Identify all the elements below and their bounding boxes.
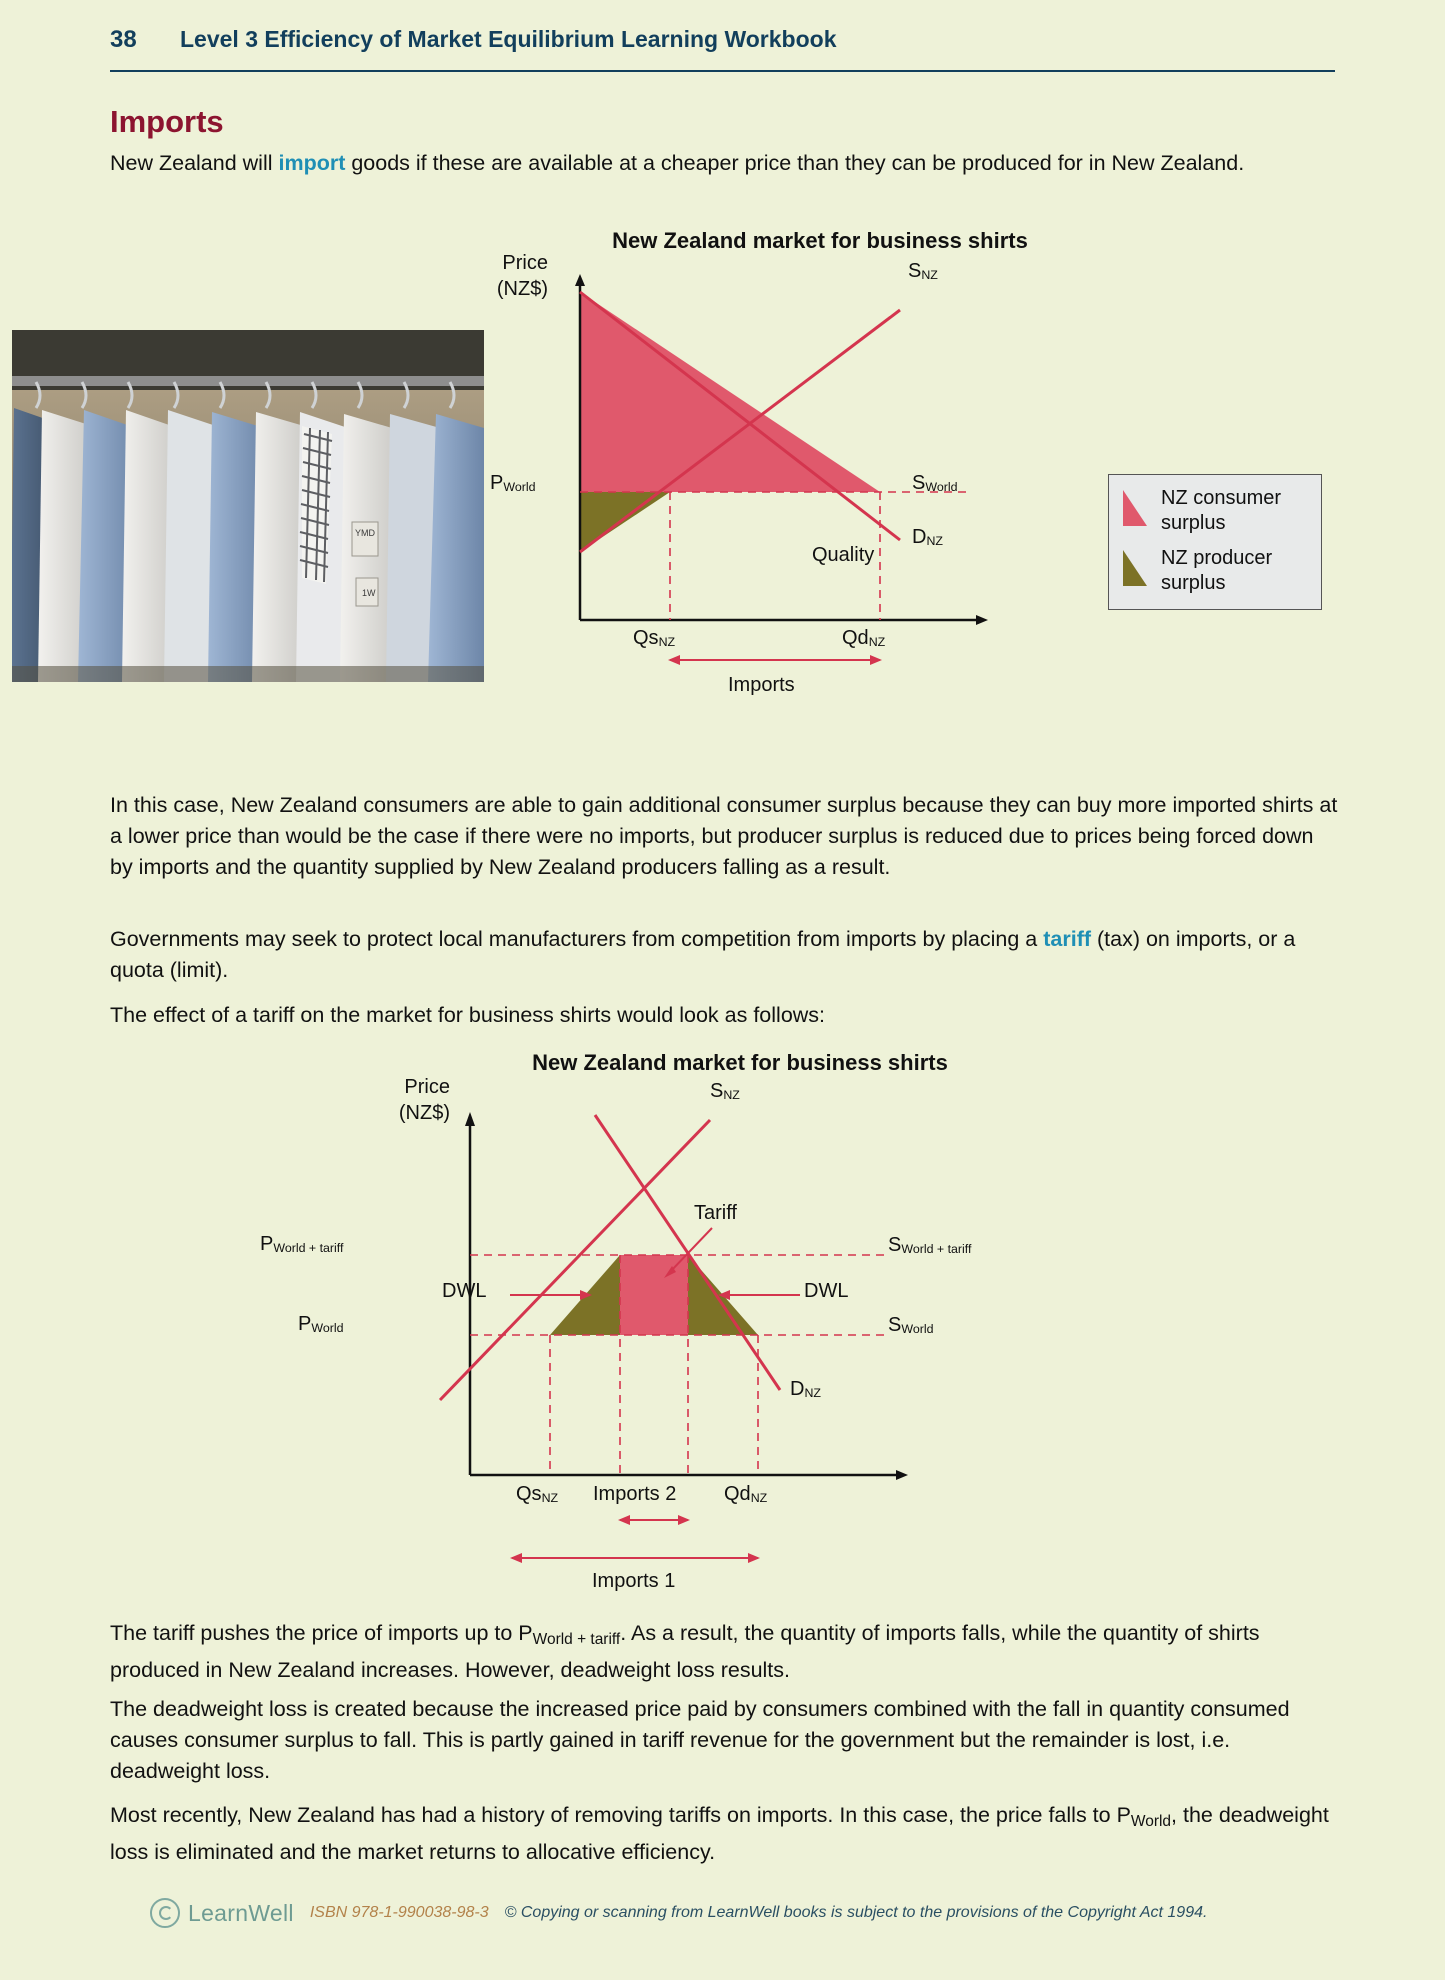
- isbn-text: ISBN 978-1-990038-98-3: [309, 1904, 489, 1921]
- intro-pre: New Zealand will: [110, 151, 279, 175]
- chart2-dwl-left-label: DWL: [442, 1280, 487, 1302]
- p6-pre: Most recently, New Zealand has had a history of removing tariffs on imports. In this case, the price falls to P: [110, 1803, 1131, 1827]
- chart2-s-world-label: SWorld: [888, 1314, 934, 1336]
- chart2-imports1-label: Imports 1: [592, 1570, 676, 1592]
- header-title: Level 3 Efficiency of Market Equilibrium Learning Workbook: [180, 26, 837, 52]
- svg-text:1W: 1W: [362, 588, 376, 598]
- header-divider: [110, 70, 1335, 72]
- chart1-p-world-label: PWorld: [490, 472, 536, 494]
- chart2: [260, 1076, 1120, 1620]
- svg-text:YMD: YMD: [355, 528, 375, 538]
- intro-post: goods if these are available at a cheaper price than they can be produced for in New Zealand.: [345, 151, 1245, 175]
- chart2-tariff-label: Tariff: [694, 1202, 737, 1224]
- chart2-imports2-label: Imports 2: [593, 1483, 677, 1505]
- chart1-x-axis-label: Quality: [812, 544, 875, 566]
- learnwell-logo-icon: [150, 1898, 180, 1928]
- chart2-qd-nz-label: QdNZ: [724, 1483, 768, 1505]
- chart1-y-axis-label-line2: (NZ$): [496, 278, 548, 300]
- p4-pre: The tariff pushes the price of imports up to P: [110, 1621, 533, 1645]
- shirts-illustration: [12, 330, 484, 682]
- chart2-qs-nz-label: QsNZ: [516, 1483, 559, 1505]
- chart2-title: New Zealand market for business shirts: [532, 1050, 948, 1075]
- section-heading: Imports: [110, 104, 224, 139]
- chart2-dwl-right-label: DWL: [804, 1280, 849, 1302]
- import-keyword: import: [278, 151, 346, 175]
- chart1-imports-label: Imports: [728, 674, 795, 696]
- paragraph-1: In this case, New Zealand consumers are able to gain additional consumer surplus because they can buy more imported shirts at a lower price than would be the case if there were no imports, but producer surplus is reduced due to prices being forced down by imports and the quantity supplied by New Zealand producers falling as a result.: [110, 793, 1338, 879]
- chart2-graphic: [380, 1100, 1120, 1620]
- chart1-title: New Zealand market for business shirts: [612, 228, 1028, 253]
- chart2-p-world-tariff-label: PWorld + tariff: [260, 1233, 344, 1255]
- chart1-graphic: [500, 270, 1120, 690]
- legend-row-producer-surplus: [1109, 541, 1321, 601]
- business-shirts-photo: [12, 330, 484, 682]
- legend-row-consumer-surplus: [1109, 481, 1321, 541]
- page-header: [110, 26, 1335, 54]
- chart1-s-world-label: SWorld: [912, 472, 958, 494]
- p4-post: . As a result, the quantity of imports falls, while the quantity of shirts produced in New Zealand increases. However, deadweight loss results.: [110, 1621, 1260, 1682]
- paragraph-5: The deadweight loss is created because the increased price paid by consumers combined with the fall in quantity consumed causes consumer surplus to fall. This is partly gained in tariff revenue for the government but the remainder is lost, i.e. deadweight loss.: [110, 1697, 1290, 1783]
- p6-post: , the deadweight loss is eliminated and the market returns to allocative efficiency.: [110, 1803, 1329, 1864]
- chart1: [490, 252, 1120, 696]
- p2-post: (tax) on imports, or a quota (limit).: [110, 927, 1296, 982]
- intro-paragraph: [110, 148, 1335, 179]
- chart2-s-world-tariff-label: SWorld + tariff: [888, 1234, 972, 1256]
- paragraph-4: [110, 1618, 1342, 1686]
- page-footer: [150, 1898, 1207, 1928]
- chart2-d-nz-label: DNZ: [790, 1378, 821, 1400]
- consumer-surplus-swatch: [1121, 488, 1149, 528]
- legend-label-producer-surplus: NZ producer surplus: [1161, 547, 1273, 594]
- chart1-legend: [1108, 474, 1322, 610]
- page-number: 38: [110, 26, 137, 53]
- chart2-y-axis-label-line2: (NZ$): [398, 1102, 450, 1124]
- chart2-tariff-revenue-area: [620, 1255, 688, 1335]
- copyright-text: © Copying or scanning from LearnWell books is subject to the provisions of the Copyright Act 1994.: [504, 1904, 1208, 1921]
- chart1-qs-nz-label: QsNZ: [633, 627, 676, 649]
- chart1-consumer-surplus-area: [580, 292, 880, 492]
- legend-label-consumer-surplus: NZ consumer surplus: [1161, 487, 1282, 534]
- chart1-s-nz-label: SNZ: [908, 260, 938, 282]
- producer-surplus-swatch: [1121, 548, 1149, 588]
- chart1-qd-nz-label: QdNZ: [842, 627, 886, 649]
- p2-pre: Governments may seek to protect local manufacturers from competition from imports by placing a: [110, 927, 1044, 951]
- chart2-s-nz-label: SNZ: [710, 1080, 740, 1102]
- paragraph-6: [110, 1800, 1342, 1868]
- p6-subscript: World: [1130, 1812, 1172, 1830]
- tariff-keyword: tariff: [1043, 927, 1092, 951]
- chart1-y-axis-label-line1: Price: [502, 252, 548, 274]
- chart2-p-world-label: PWorld: [298, 1313, 344, 1335]
- p4-subscript: World + tariff: [532, 1630, 621, 1648]
- learnwell-brand: LearnWell: [188, 1899, 294, 1926]
- chart1-d-nz-label: DNZ: [912, 526, 943, 548]
- paragraph-3: The effect of a tariff on the market for business shirts would look as follows:: [110, 1003, 826, 1027]
- paragraph-2: [110, 924, 1342, 986]
- chart2-y-axis-label-line1: Price: [404, 1076, 450, 1098]
